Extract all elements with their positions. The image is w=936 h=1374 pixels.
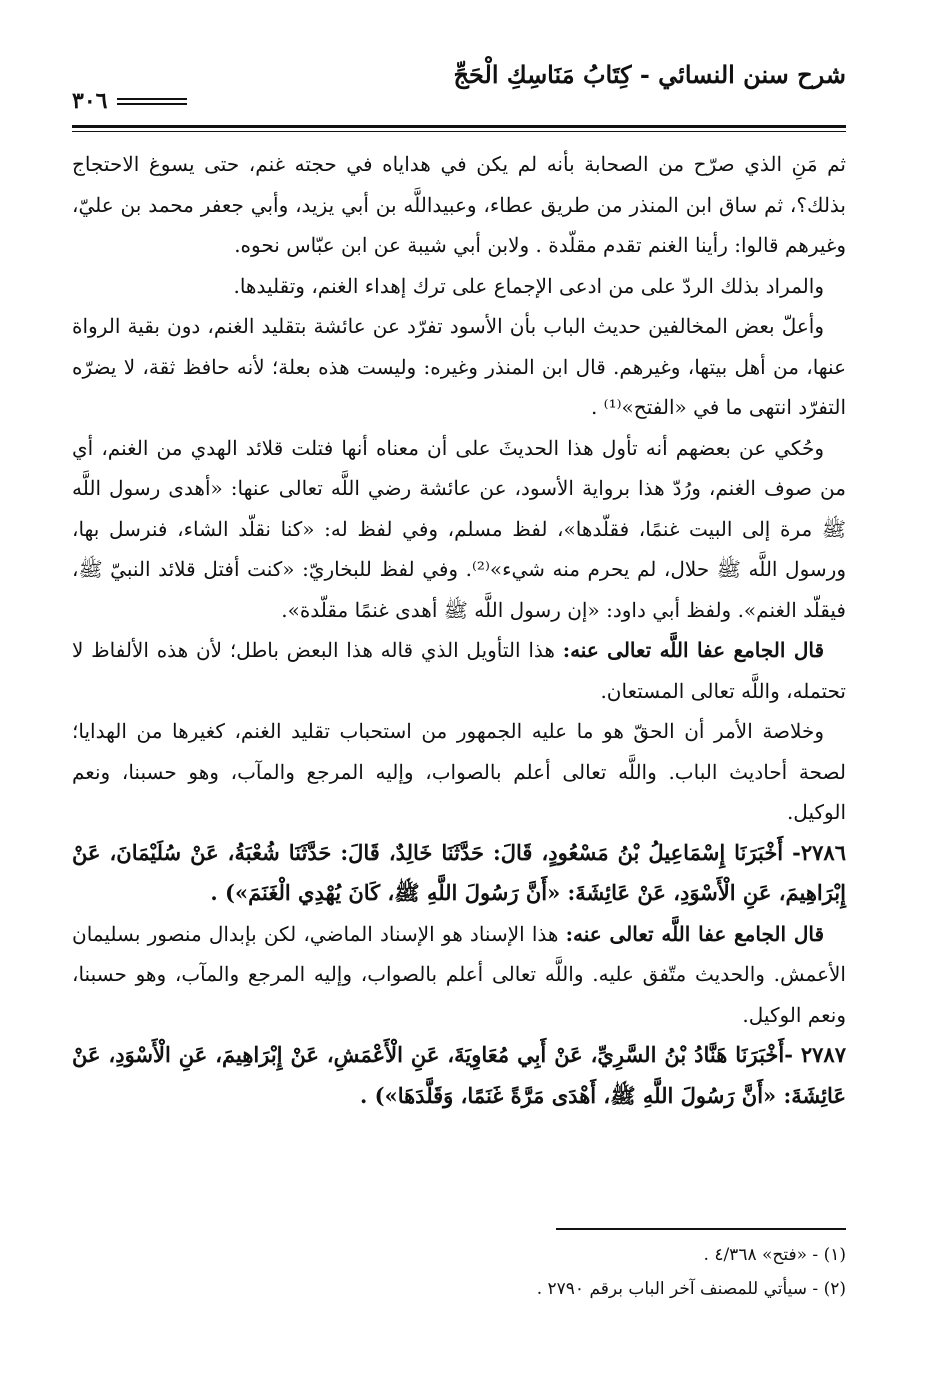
page-number-rule: [117, 98, 187, 105]
hadith-2787: ٢٧٨٧ -أَخْبَرَنَا هَنَّادُ بْنُ السَّرِيِّ، عَنْ أَبِي مُعَاوِيَةَ، عَنِ الْأَعْمَشِ، عَنْ إِبْرَاهِيمَ، عَنِ الْأَسْوَدِ، عَنْ عَائِشَةَ: «أَنَّ رَسُولَ اللَّهِ ﷺ، أَهْدَى مَرَّةً غَنَمًا، وَقَلَّدَهَا») .: [72, 1042, 846, 1108]
paragraph: وحُكي عن بعضهم أنه تأول هذا الحديثَ على أن معناه أنها فتلت قلائد الهدي من الغنم، أي من صوف الغنم، ورُدّ هذا برواية الأسود، عن عائشة رضي اللَّه تعالى عنها: «أهدى رسول اللَّه ﷺ مرة إلى البيت غنمًا، فقلّدها»، لفظ مسلم، وفي لفظ له: «كنا نقلّد الشاء، فنرسل بها، ورسول اللَّه ﷺ حلال، لم يحرم منه شيء»⁽²⁾. وفي لفظ للبخاريّ: «كنت أفتل قلائد النبيّ ﷺ، فيقلّد الغنم». ولفظ أبي داود: «إن رسول اللَّه ﷺ أهدى غنمًا مقلّدة».: [72, 435, 846, 622]
paragraph-text: هذا التأويل الذي قاله هذا البعض باطل؛ لأن هذه الألفاظ لا تحتمله، واللَّه تعالى المستعان.: [72, 638, 846, 703]
footnote-rule: [556, 1228, 846, 1230]
footnote: (١) - «فتح» ٤/٣٦٨ .: [703, 1245, 846, 1265]
page-number-block: [72, 88, 187, 114]
hadith-2786: ٢٧٨٦- أَخْبَرَنَا إِسْمَاعِيلُ بْنُ مَسْعُودٍ، قَالَ: حَدَّثَنَا خَالِدٌ، قَالَ: حَدَّثَنَا شُعْبَةُ، عَنْ سُلَيْمَانَ، عَنْ إِبْرَاهِيمَ، عَنِ الْأَسْوَدِ، عَنْ عَائِشَةَ: «أَنَّ رَسُولَ اللَّهِ ﷺ، كَانَ يُهْدِي الْغَنَمَ») .: [72, 839, 846, 905]
author-label: قال الجامع عفا اللَّه تعالى عنه:: [565, 921, 825, 946]
footnote: (٢) - سيأتي للمصنف آخر الباب برقم ٢٧٩٠ .: [536, 1279, 846, 1299]
header-rule-thick: [72, 125, 846, 128]
main-text: [72, 144, 846, 1116]
book-page: [72, 60, 846, 1299]
paragraph: [72, 630, 846, 711]
author-label: قال الجامع عفا اللَّه تعالى عنه:: [562, 638, 825, 662]
paragraph: وخلاصة الأمر أن الحقّ هو ما عليه الجمهور من استحباب تقليد الغنم، كغيرها من الهدايا؛ لصحة أحاديث الباب. واللَّه تعالى أعلم بالصواب، وإليه المرجع والمآب، وهو حسبنا، ونعم الوكيل.: [72, 719, 846, 824]
paragraph-text: هذا الإسناد هو الإسناد الماضي، لكن بإبدال منصور بسليمان الأعمش. والحديث متّفق عليه. واللَّه تعالى أعلم بالصواب، وإليه المرجع والمآب، وهو حسبنا، ونعم الوكيل.: [72, 921, 846, 1027]
paragraph: [72, 914, 846, 1036]
running-title: شرح سنن النسائي - كِتَابُ مَنَاسِكِ الْحَجِّ: [453, 60, 846, 89]
page-number: ٣٠٦: [72, 88, 108, 114]
footnotes: [72, 1238, 846, 1306]
page-header: [72, 60, 846, 116]
paragraph: وأعلّ بعض المخالفين حديث الباب بأن الأسود تفرّد عن عائشة بتقليد الغنم، دون بقية الرواة عنها، من أهل بيتها، وغيرهم. قال ابن المنذر وغيره: وليست هذه بعلة؛ لأنه حافظ ثقة، لا يضرّه التفرّد انتهى ما في «الفتح»⁽¹⁾ .: [72, 314, 846, 419]
paragraph: والمراد بذلك الردّ على من ادعى الإجماع على ترك إهداء الغنم، وتقليدها.: [233, 273, 824, 298]
paragraph: ثم مَنِ الذي صرّح من الصحابة بأنه لم يكن في هداياه في حجته غنم، حتى يسوغ الاحتجاج بذلك؟، ثم ساق ابن المنذر من طريق عطاء، وعبيداللَّه بن أبي يزيد، وأبي جعفر محمد بن عليّ، وغيرهم قالوا: رأينا الغنم تقدم مقلّدة . ولابن أبي شيبة عن ابن عبّاس نحوه.: [72, 152, 846, 257]
header-rule-thin: [72, 131, 846, 132]
